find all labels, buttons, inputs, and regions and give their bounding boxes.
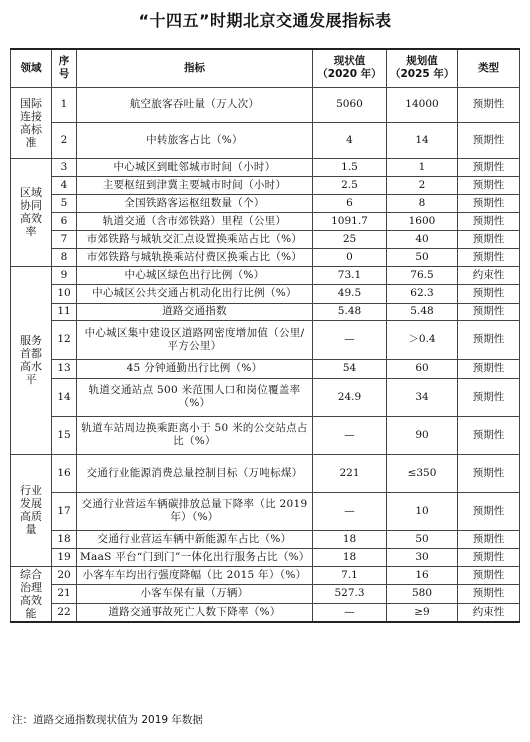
- current-value-cell: —: [313, 603, 387, 622]
- indicator-cell: 主要枢纽到津冀主要城市时间（小时）: [77, 176, 313, 194]
- indicator-cell: 市郊铁路与城轨换乘站付费区换乘占比（%）: [77, 248, 313, 266]
- header-plan: [387, 49, 458, 87]
- plan-value-cell: 14000: [387, 87, 458, 122]
- header-domain: 领域: [11, 49, 52, 87]
- num-cell: 9: [52, 266, 77, 284]
- type-cell: 预期性: [458, 158, 520, 176]
- current-value-cell: 527.3: [313, 584, 387, 603]
- table-row: [11, 176, 520, 194]
- plan-value-cell: 2: [387, 176, 458, 194]
- plan-value-cell: 60: [387, 359, 458, 378]
- current-value-cell: 1.5: [313, 158, 387, 176]
- current-value-cell: 1091.7: [313, 212, 387, 230]
- indicator-cell: 交通行业能源消费总量控制目标（万吨标煤）: [77, 454, 313, 492]
- plan-value-cell: 50: [387, 530, 458, 548]
- indicator-cell: 中心城区公共交通占机动化出行比例（%）: [77, 284, 313, 303]
- type-cell: 约束性: [458, 603, 520, 622]
- table-row: [11, 303, 520, 320]
- table-row: [11, 212, 520, 230]
- type-cell: 预期性: [458, 248, 520, 266]
- type-cell: 预期性: [458, 284, 520, 303]
- plan-value-cell: 10: [387, 492, 458, 530]
- plan-value-cell: ≥9: [387, 603, 458, 622]
- plan-value-cell: 5.48: [387, 303, 458, 320]
- indicator-cell: 轨道交通（含市郊铁路）里程（公里）: [77, 212, 313, 230]
- plan-value-cell: 40: [387, 230, 458, 248]
- table-row: [11, 378, 520, 416]
- domain-cell: 国际连接高标准: [11, 87, 52, 158]
- current-value-cell: 24.9: [313, 378, 387, 416]
- current-value-cell: 6: [313, 194, 387, 212]
- indicator-cell: 中心城区到毗邻城市时间（小时）: [77, 158, 313, 176]
- type-cell: 预期性: [458, 566, 520, 584]
- current-value-cell: 0: [313, 248, 387, 266]
- num-cell: 12: [52, 320, 77, 359]
- num-cell: 17: [52, 492, 77, 530]
- table-row: [11, 266, 520, 284]
- type-cell: 预期性: [458, 194, 520, 212]
- num-cell: 11: [52, 303, 77, 320]
- num-cell: 13: [52, 359, 77, 378]
- indicator-cell: 航空旅客吞吐量（万人次）: [77, 87, 313, 122]
- current-value-cell: 5060: [313, 87, 387, 122]
- num-cell: 19: [52, 548, 77, 566]
- plan-value-cell: 580: [387, 584, 458, 603]
- domain-cell: 行业发展高质量: [11, 454, 52, 566]
- table-row: [11, 122, 520, 158]
- type-cell: 预期性: [458, 378, 520, 416]
- table-row: [11, 492, 520, 530]
- indicator-cell: 中心城区集中建设区道路网密度增加值（公里/平方公里）: [77, 320, 313, 359]
- indicator-cell: 小客车车均出行强度降幅（比 2015 年）（%）: [77, 566, 313, 584]
- plan-value-cell: 76.5: [387, 266, 458, 284]
- current-value-cell: 18: [313, 530, 387, 548]
- table-body: [11, 87, 520, 622]
- table-row: [11, 158, 520, 176]
- table-row: [11, 359, 520, 378]
- indicator-cell: 中心城区绿色出行比例（%）: [77, 266, 313, 284]
- type-cell: 预期性: [458, 416, 520, 454]
- table-row: [11, 548, 520, 566]
- num-cell: 15: [52, 416, 77, 454]
- table-row: [11, 603, 520, 622]
- type-cell: 预期性: [458, 87, 520, 122]
- type-cell: 预期性: [458, 359, 520, 378]
- current-value-cell: 73.1: [313, 266, 387, 284]
- indicator-cell: 道路交通事故死亡人数下降率（%）: [77, 603, 313, 622]
- type-cell: 预期性: [458, 492, 520, 530]
- indicator-cell: 中转旅客占比（%）: [77, 122, 313, 158]
- type-cell: 预期性: [458, 320, 520, 359]
- indicator-cell: 轨道交通站点 500 米范围人口和岗位覆盖率（%）: [77, 378, 313, 416]
- indicator-cell: 市郊铁路与城轨交汇点设置换乘站占比（%）: [77, 230, 313, 248]
- indicator-cell: 交通行业营运车辆中新能源车占比（%）: [77, 530, 313, 548]
- header-current-line1: 现状值: [333, 55, 366, 68]
- indicator-cell: 全国铁路客运枢纽数量（个）: [77, 194, 313, 212]
- type-cell: 预期性: [458, 548, 520, 566]
- num-cell: 10: [52, 284, 77, 303]
- type-cell: 预期性: [458, 176, 520, 194]
- current-value-cell: 25: [313, 230, 387, 248]
- type-cell: 预期性: [458, 230, 520, 248]
- num-cell: 18: [52, 530, 77, 548]
- table-row: [11, 530, 520, 548]
- num-cell: 6: [52, 212, 77, 230]
- num-cell: 21: [52, 584, 77, 603]
- table-row: [11, 248, 520, 266]
- num-cell: 1: [52, 87, 77, 122]
- domain-cell: 区域协同高效率: [11, 158, 52, 266]
- type-cell: 预期性: [458, 303, 520, 320]
- plan-value-cell: 62.3: [387, 284, 458, 303]
- indicator-cell: MaaS 平台“门到门”一体化出行服务占比（%）: [77, 548, 313, 566]
- num-cell: 2: [52, 122, 77, 158]
- table-row: [11, 230, 520, 248]
- current-value-cell: —: [313, 492, 387, 530]
- num-cell: 14: [52, 378, 77, 416]
- header-num: 序号: [52, 49, 77, 87]
- num-cell: 22: [52, 603, 77, 622]
- table-row: [11, 87, 520, 122]
- plan-value-cell: 90: [387, 416, 458, 454]
- table-row: [11, 584, 520, 603]
- type-cell: 预期性: [458, 454, 520, 492]
- num-cell: 20: [52, 566, 77, 584]
- header-plan-line2: （2025 年）: [390, 68, 455, 81]
- num-cell: 7: [52, 230, 77, 248]
- table-row: [11, 566, 520, 584]
- header-row: [11, 49, 520, 87]
- table-row: [11, 454, 520, 492]
- plan-value-cell: ≤350: [387, 454, 458, 492]
- plan-value-cell: 30: [387, 548, 458, 566]
- plan-value-cell: ＞0.4: [387, 320, 458, 359]
- current-value-cell: 18: [313, 548, 387, 566]
- table-row: [11, 194, 520, 212]
- indicator-cell: 轨道车站周边换乘距离小于 50 米的公交站点占比（%）: [77, 416, 313, 454]
- indicator-cell: 45 分钟通勤出行比例（%）: [77, 359, 313, 378]
- type-cell: 约束性: [458, 266, 520, 284]
- plan-value-cell: 1600: [387, 212, 458, 230]
- num-cell: 8: [52, 248, 77, 266]
- header-current: [313, 49, 387, 87]
- current-value-cell: 221: [313, 454, 387, 492]
- table-row: [11, 320, 520, 359]
- plan-value-cell: 34: [387, 378, 458, 416]
- domain-cell: 综合治理高效能: [11, 566, 52, 622]
- num-cell: 16: [52, 454, 77, 492]
- current-value-cell: 4: [313, 122, 387, 158]
- plan-value-cell: 16: [387, 566, 458, 584]
- current-value-cell: 2.5: [313, 176, 387, 194]
- current-value-cell: —: [313, 320, 387, 359]
- plan-value-cell: 14: [387, 122, 458, 158]
- type-cell: 预期性: [458, 584, 520, 603]
- type-cell: 预期性: [458, 212, 520, 230]
- type-cell: 预期性: [458, 530, 520, 548]
- current-value-cell: —: [313, 416, 387, 454]
- indicator-table: [10, 48, 520, 623]
- num-cell: 3: [52, 158, 77, 176]
- table-row: [11, 284, 520, 303]
- indicator-cell: 小客车保有量（万辆）: [77, 584, 313, 603]
- num-cell: 4: [52, 176, 77, 194]
- current-value-cell: 5.48: [313, 303, 387, 320]
- plan-value-cell: 8: [387, 194, 458, 212]
- indicator-cell: 道路交通指数: [77, 303, 313, 320]
- plan-value-cell: 1: [387, 158, 458, 176]
- plan-value-cell: 50: [387, 248, 458, 266]
- header-indicator: 指标: [77, 49, 313, 87]
- type-cell: 预期性: [458, 122, 520, 158]
- domain-cell: 服务首都高水平: [11, 266, 52, 454]
- table-note: 注：道路交通指数现状值为 2019 年数据: [12, 714, 203, 726]
- indicator-cell: 交通行业营运车辆碳排放总量下降率（比 2019 年）（%）: [77, 492, 313, 530]
- current-value-cell: 54: [313, 359, 387, 378]
- table-row: [11, 416, 520, 454]
- num-cell: 5: [52, 194, 77, 212]
- header-type: 类型: [458, 49, 520, 87]
- current-value-cell: 49.5: [313, 284, 387, 303]
- current-value-cell: 7.1: [313, 566, 387, 584]
- page-title: “十四五”时期北京交通发展指标表: [138, 11, 392, 30]
- header-plan-line1: 规划值: [406, 55, 438, 68]
- header-current-line2: （2020 年）: [317, 68, 382, 81]
